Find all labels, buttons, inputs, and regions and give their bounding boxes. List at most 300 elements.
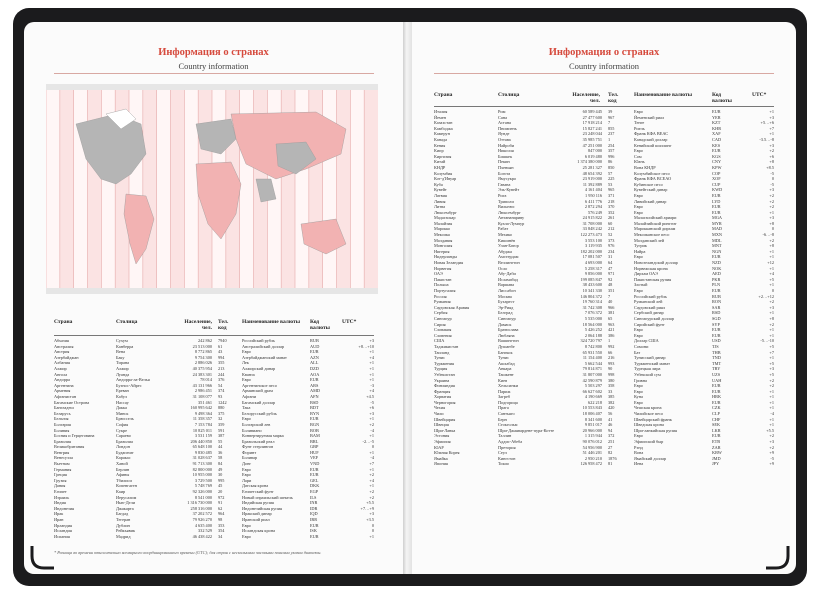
cell-currency-code: IQD bbox=[310, 511, 318, 517]
cell-currency-code: SYP bbox=[712, 321, 720, 327]
cell-capital: Брюссель bbox=[116, 416, 134, 422]
cell-country: Бангладеш bbox=[54, 405, 74, 411]
cell-utc: +1 bbox=[769, 310, 774, 316]
cell-phone-code: 234 bbox=[608, 248, 615, 254]
cell-currency: Франк КФА ВЕАС bbox=[634, 131, 669, 137]
cell-currency: Иена bbox=[634, 461, 644, 467]
cell-country: Чили bbox=[434, 411, 444, 417]
cell-country: Афганистан bbox=[54, 393, 77, 399]
cell-population: 5 258 317 bbox=[584, 265, 602, 271]
right-page bbox=[412, 22, 796, 574]
cell-utc: +1 bbox=[769, 332, 774, 338]
cell-phone-code: 55 bbox=[218, 438, 223, 444]
cell-phone-code: 34 bbox=[218, 533, 223, 539]
cell-currency-code: NZD bbox=[712, 260, 721, 266]
cell-phone-code: 370 bbox=[608, 204, 615, 210]
cell-population: 17 081 507 bbox=[582, 254, 602, 260]
cell-country: Чехия bbox=[434, 405, 446, 411]
cell-utc: -5 bbox=[770, 181, 774, 187]
cell-utc: +4 bbox=[369, 388, 374, 394]
cell-capital: Ашхабад bbox=[498, 360, 515, 366]
cell-capital: Нью-Дели bbox=[116, 500, 136, 506]
cell-phone-code: 93 bbox=[218, 393, 223, 399]
cell-country: Португалия bbox=[434, 288, 456, 293]
cell-country: Кот-д'Ивуар bbox=[434, 176, 457, 182]
cell-utc: +5 bbox=[769, 276, 774, 282]
cell-currency: Туркменский манат bbox=[634, 360, 670, 366]
cell-capital: Братислава bbox=[498, 327, 519, 333]
cell-utc: +2 bbox=[369, 421, 374, 427]
cell-population: 65 648 100 bbox=[192, 444, 212, 450]
cell-utc: 0 bbox=[771, 288, 774, 293]
cell-capital: Астана bbox=[498, 120, 511, 126]
cell-utc: +1 bbox=[369, 377, 374, 383]
cell-utc: +3 bbox=[369, 338, 374, 343]
cell-utc: +8 bbox=[769, 159, 774, 165]
cell-country: Узбекистан bbox=[434, 371, 455, 377]
cell-currency: Юань bbox=[634, 159, 645, 165]
cell-capital: Пекин bbox=[498, 159, 510, 165]
cell-capital: Алжир bbox=[116, 365, 129, 371]
cell-currency: Евро bbox=[242, 533, 251, 539]
cell-country: Сингапур bbox=[434, 315, 452, 321]
cell-utc: +2 bbox=[369, 489, 374, 495]
cell-phone-code: 376 bbox=[218, 377, 225, 383]
cell-country: Китай bbox=[434, 159, 446, 165]
cell-country: США bbox=[434, 338, 445, 344]
cell-phone-code: 373 bbox=[608, 237, 615, 243]
cell-currency-code: VND bbox=[310, 461, 320, 467]
cell-utc: +1 bbox=[769, 209, 774, 215]
cell-currency-code: DKK bbox=[310, 483, 320, 489]
cell-country: Норвегия bbox=[434, 265, 452, 271]
cell-phone-code: 52 bbox=[608, 232, 613, 238]
cell-population: 258 316 000 bbox=[190, 505, 212, 511]
cell-utc: +2 bbox=[369, 472, 374, 478]
cell-capital: Вашингтон bbox=[498, 338, 519, 344]
cell-population: 19 760 314 bbox=[582, 299, 602, 305]
cell-currency: Египетский фунт bbox=[242, 489, 274, 495]
cell-currency-code: TRY bbox=[712, 366, 721, 372]
cell-capital: Буэнос-Айрес bbox=[116, 382, 142, 388]
cell-currency: Иранский риал bbox=[242, 517, 270, 522]
cell-phone-code: 998 bbox=[608, 371, 615, 377]
cell-country: ОАЭ bbox=[434, 271, 443, 277]
cell-currency-code: EUR bbox=[310, 377, 319, 383]
cell-phone-code: 385 bbox=[608, 394, 615, 400]
cell-population: 5 503 297 bbox=[584, 383, 602, 389]
cell-utc: +3 bbox=[369, 511, 374, 517]
cell-phone-code: 32 bbox=[218, 416, 223, 422]
cell-utc: 0 bbox=[371, 522, 374, 528]
cell-utc: +2 bbox=[769, 299, 774, 305]
cell-currency: Боливар bbox=[242, 455, 258, 461]
cell-utc: +5 bbox=[769, 371, 774, 377]
cell-currency-code: ARS bbox=[310, 382, 319, 388]
cell-country: Босния и Герцеговина bbox=[54, 433, 95, 439]
cell-phone-code: 31 bbox=[608, 254, 613, 260]
cell-population: 8 772 865 bbox=[194, 349, 212, 355]
cell-capital: Рим bbox=[498, 109, 506, 114]
cell-capital: Сингапур bbox=[498, 315, 516, 321]
cell-currency: Ямайский доллар bbox=[634, 455, 667, 461]
cell-country: Ливия bbox=[434, 198, 446, 204]
cell-country: Алжир bbox=[54, 365, 67, 371]
cell-population: 122 273 473 bbox=[580, 232, 602, 238]
cell-utc: +2 bbox=[769, 198, 774, 204]
col-header-currency: Наименование валюты bbox=[634, 92, 693, 98]
cell-country: Украина bbox=[434, 377, 450, 383]
cell-utc: +1 bbox=[769, 399, 774, 405]
cell-country: Люксембург bbox=[434, 209, 457, 215]
cell-currency: Индонезийская рупия bbox=[242, 505, 282, 511]
cell-utc: +7…+9 bbox=[360, 505, 374, 511]
cell-country: Таджикистан bbox=[434, 343, 459, 349]
cell-capital: Исламабад bbox=[498, 276, 518, 282]
cell-currency-code: BRL bbox=[310, 438, 319, 444]
cell-currency-code: KES bbox=[712, 142, 721, 148]
cell-population: 8 541 000 bbox=[194, 494, 212, 500]
cell-country: Австралия bbox=[54, 343, 74, 349]
cell-phone-code: 964 bbox=[218, 511, 225, 517]
cell-population: 8 742 800 bbox=[584, 343, 602, 349]
table-row bbox=[434, 461, 774, 467]
cell-capital: Афины bbox=[116, 472, 130, 478]
cell-currency-code: ZAR bbox=[712, 444, 721, 450]
cell-capital: Оттава bbox=[498, 136, 511, 142]
cell-country: Камерун bbox=[434, 131, 450, 137]
cell-phone-code: 82 bbox=[608, 450, 613, 456]
cell-currency-code: EUR bbox=[712, 383, 721, 389]
cell-country: Мадагаскар bbox=[434, 215, 456, 221]
cell-utc: +1 bbox=[369, 416, 374, 422]
cell-phone-code: 992 bbox=[608, 343, 615, 349]
cell-population: 11 358 357 bbox=[192, 416, 212, 422]
cell-phone-code: 53 bbox=[608, 181, 613, 187]
cell-phone-code: 1 bbox=[608, 136, 611, 142]
cell-country: Румыния bbox=[434, 299, 451, 305]
cell-phone-code: 237 bbox=[608, 131, 615, 137]
cell-utc: +1 bbox=[769, 405, 774, 411]
cell-population: 1 316 730 000 bbox=[187, 500, 212, 506]
cell-currency-code: ETB bbox=[712, 439, 721, 445]
cell-currency-code: EUR bbox=[712, 327, 721, 333]
cell-capital: Берлин bbox=[116, 466, 130, 472]
cell-country: Аргентина bbox=[54, 382, 74, 388]
cell-country: Япония bbox=[434, 461, 448, 467]
cell-capital: Дублин bbox=[116, 522, 130, 528]
cell-currency-code: UAH bbox=[712, 377, 722, 383]
cell-currency: Сирийский фунт bbox=[634, 321, 665, 327]
cell-phone-code: 44 bbox=[218, 444, 223, 450]
cell-currency-code: RSD bbox=[712, 310, 721, 316]
cell-capital: Пномпень bbox=[498, 125, 517, 131]
cell-capital: Киев bbox=[498, 377, 508, 383]
cell-country: Багамские Острова bbox=[54, 399, 90, 405]
cell-currency: Евро bbox=[634, 209, 643, 215]
cell-utc: +3 bbox=[769, 215, 774, 221]
cell-population: 9 851 017 bbox=[584, 422, 602, 428]
cell-phone-code: 43 bbox=[218, 349, 223, 355]
cell-currency-code: GBP bbox=[310, 444, 319, 450]
cell-currency: Шведская крона bbox=[634, 422, 664, 428]
cell-utc: +4 bbox=[369, 477, 374, 483]
cell-phone-code: 354 bbox=[218, 528, 225, 534]
cell-utc: +2 bbox=[769, 148, 774, 154]
cell-utc: 0 bbox=[771, 176, 774, 182]
cell-utc: +7 bbox=[369, 461, 374, 467]
cell-phone-code: 855 bbox=[608, 125, 615, 131]
header-rule bbox=[54, 335, 374, 336]
cell-population: 60 589 445 bbox=[582, 109, 602, 114]
header-rule bbox=[434, 106, 774, 107]
cell-currency-code: PLN bbox=[712, 282, 721, 288]
cell-capital: Сантьяго bbox=[498, 411, 515, 417]
cell-population: 37 202 572 bbox=[192, 511, 212, 517]
cell-currency-code: MAD bbox=[712, 226, 723, 232]
cell-country: Боливия bbox=[54, 427, 70, 433]
col-header-capital: Столица bbox=[116, 319, 138, 325]
cell-country: Венгрия bbox=[54, 449, 70, 455]
cell-currency: Афгани bbox=[242, 393, 256, 399]
col-header-country: Страна bbox=[54, 319, 73, 325]
cell-country: Таиланд bbox=[434, 349, 450, 355]
cell-capital: Гавана bbox=[498, 181, 511, 187]
cell-currency-code: AMD bbox=[310, 388, 321, 394]
cell-capital: Абу-Даби bbox=[498, 271, 516, 277]
cell-country: Венесуэла bbox=[54, 455, 73, 461]
cell-capital: Иерусалим bbox=[116, 494, 137, 500]
cell-currency: Багамский доллар bbox=[242, 399, 276, 405]
cell-currency: Тугрик bbox=[634, 243, 647, 249]
cell-currency: Евро bbox=[634, 433, 643, 439]
cell-phone-code: 357 bbox=[608, 148, 615, 154]
cell-population: 242 862 bbox=[198, 338, 212, 343]
cell-country: Сирия bbox=[434, 321, 446, 327]
cell-currency-code: EUR bbox=[712, 209, 721, 215]
cell-population: 79 814 871 bbox=[582, 366, 602, 372]
title-rule bbox=[54, 73, 374, 74]
cell-population: 10 341 330 bbox=[582, 288, 602, 293]
cell-phone-code: 380 bbox=[608, 377, 615, 383]
cell-capital: Антананариву bbox=[498, 215, 525, 221]
cell-phone-code: 372 bbox=[608, 433, 615, 439]
cell-country: Абхазия bbox=[54, 338, 69, 343]
cell-phone-code: 54 bbox=[218, 382, 223, 388]
cell-capital: Никосия bbox=[498, 148, 514, 154]
cell-capital: Ереван bbox=[116, 388, 129, 394]
cell-utc: +6 bbox=[369, 405, 374, 411]
cell-currency-code: COP bbox=[712, 170, 721, 176]
cell-population: 1 315 944 bbox=[584, 433, 602, 439]
cell-currency: Кванза bbox=[242, 371, 255, 377]
cell-utc: +1 bbox=[369, 349, 374, 355]
cell-capital: Мадрид bbox=[116, 533, 131, 539]
cell-population: 182 202 000 bbox=[580, 248, 602, 254]
cell-population: 23 919 000 bbox=[582, 176, 602, 182]
cell-currency: Российский рубль bbox=[242, 338, 275, 343]
cell-population: 27 477 600 bbox=[582, 114, 602, 120]
cell-capital: Рейкьявик bbox=[116, 528, 135, 534]
cell-population: 24 383 301 bbox=[192, 371, 212, 377]
cell-capital: Копенгаген bbox=[116, 483, 137, 489]
cell-currency-code: SEK bbox=[712, 422, 721, 428]
cell-utc: +5 bbox=[769, 360, 774, 366]
cell-country: Новая Зеландия bbox=[434, 260, 464, 266]
cell-population: 5 662 544 bbox=[584, 360, 602, 366]
cell-country: Азербайджан bbox=[54, 354, 79, 360]
cell-population: 18 006 407 bbox=[582, 411, 602, 417]
cell-phone-code: 993 bbox=[608, 360, 615, 366]
cell-currency: Шри-ланкийская рупия bbox=[634, 427, 677, 433]
cell-phone-code: 244 bbox=[218, 371, 225, 377]
cell-country: Великобритания bbox=[54, 444, 85, 450]
cell-country: Италия bbox=[434, 109, 448, 114]
cell-utc: +2 bbox=[769, 383, 774, 389]
cell-country: Индия bbox=[54, 500, 66, 506]
cell-country: Нигерия bbox=[434, 248, 450, 254]
cell-currency: Чешская крона bbox=[634, 405, 662, 411]
cell-phone-code: 66 bbox=[608, 349, 613, 355]
cell-utc: +3 bbox=[769, 114, 774, 120]
cell-capital: Амстердам bbox=[498, 254, 519, 260]
cell-currency: Канадский доллар bbox=[634, 136, 668, 142]
corner-ornament-icon bbox=[30, 544, 56, 570]
cell-capital: Каракас bbox=[116, 455, 131, 461]
cell-utc: +1 bbox=[769, 327, 774, 333]
cell-country: Латвия bbox=[434, 192, 447, 198]
cell-currency-code: ILS bbox=[310, 494, 317, 500]
cell-currency: Ливийский динар bbox=[634, 198, 667, 204]
cell-phone-code: 261 bbox=[608, 215, 615, 221]
cell-utc: +2…+12 bbox=[758, 293, 774, 299]
cell-currency-code: EUR bbox=[712, 332, 721, 338]
cell-currency-code: USD bbox=[712, 338, 721, 344]
col-header-phone-code: Тел. код bbox=[608, 92, 619, 104]
cell-country: ЮАР bbox=[434, 444, 444, 450]
cell-population: 38 433 600 bbox=[582, 282, 602, 288]
cell-population: 146 804 372 bbox=[580, 293, 602, 299]
cell-capital: Вильнюс bbox=[498, 204, 515, 210]
cell-country: Греция bbox=[54, 472, 67, 478]
cell-population: 2 872 294 bbox=[584, 204, 602, 210]
cell-utc: +1 bbox=[769, 388, 774, 394]
cell-currency-code: KWD bbox=[712, 187, 723, 193]
cell-currency-code: JMD bbox=[712, 455, 721, 461]
cell-population: 622 218 bbox=[588, 399, 602, 405]
cell-population: 6 019 480 bbox=[584, 153, 602, 159]
cell-population: 65 931 550 bbox=[582, 349, 602, 355]
cell-currency-code: KZT bbox=[712, 120, 721, 126]
cell-currency-code: KRW bbox=[712, 450, 722, 456]
cell-currency-code: LYD bbox=[712, 198, 721, 204]
cell-country: Канада bbox=[434, 136, 448, 142]
cell-population: 4 161 404 bbox=[584, 187, 602, 193]
cell-currency: Евро bbox=[634, 332, 643, 338]
cell-utc: -5…-10 bbox=[760, 338, 774, 344]
cell-population: 5 535 000 bbox=[584, 315, 602, 321]
cell-population: 2 886 026 bbox=[194, 360, 212, 366]
cell-currency: Иракский динар bbox=[242, 511, 272, 517]
cell-currency: Узбекский сум bbox=[634, 371, 661, 377]
cell-utc: +1 bbox=[369, 449, 374, 455]
cell-population: 82 800 000 bbox=[192, 466, 212, 472]
cell-population: 47 251 000 bbox=[582, 142, 602, 148]
cell-currency-code: CLP bbox=[712, 411, 720, 417]
cell-country: Куба bbox=[434, 181, 443, 187]
cell-country: Индонезия bbox=[54, 505, 74, 511]
cell-capital: Будапешт bbox=[116, 449, 134, 455]
cell-population: 9 856 000 bbox=[584, 271, 602, 277]
cell-currency-code: YER bbox=[712, 114, 721, 120]
cell-utc: -4 bbox=[370, 455, 374, 461]
cell-utc: +1 bbox=[769, 422, 774, 428]
cell-country: Бельгия bbox=[54, 416, 69, 422]
cell-country: Австрия bbox=[54, 349, 70, 355]
cell-phone-code: 47 bbox=[608, 265, 613, 271]
cell-phone-code: 1876 bbox=[608, 455, 617, 461]
cell-currency: Гривна bbox=[634, 377, 647, 383]
cell-capital: Андорра-ла-Велья bbox=[116, 377, 150, 383]
cell-currency: Евро bbox=[634, 148, 643, 154]
cell-capital: Ханой bbox=[116, 461, 128, 467]
cell-currency-code: EUR bbox=[310, 522, 319, 528]
cell-capital: Канберра bbox=[116, 343, 134, 349]
cell-population: 9 830 485 bbox=[194, 449, 212, 455]
cell-phone-code: 62 bbox=[218, 505, 223, 511]
cell-currency-code: EUR bbox=[712, 388, 721, 394]
cell-currency: Лари bbox=[242, 477, 252, 483]
cell-currency: Чилийское песо bbox=[634, 411, 664, 417]
cell-population: 199 085 847 bbox=[580, 276, 602, 282]
page-title: Информация о странах bbox=[158, 47, 269, 58]
cell-country: Нидерланды bbox=[434, 254, 458, 260]
country-table-right bbox=[434, 109, 774, 467]
cell-country: Франция bbox=[434, 388, 451, 394]
col-header-currency-code: Код валюты bbox=[712, 92, 732, 104]
cell-currency: Молдавский лей bbox=[634, 237, 665, 243]
cell-currency: Кубинское песо bbox=[634, 181, 663, 187]
cell-capital: Тирана bbox=[116, 360, 130, 366]
page-title: Информация о странах bbox=[548, 47, 660, 58]
cell-phone-code: 421 bbox=[608, 327, 615, 333]
cell-population: 4 190 669 bbox=[584, 394, 602, 400]
cell-country: Черногория bbox=[434, 399, 456, 405]
cell-currency-code: NGN bbox=[712, 248, 722, 254]
cell-utc: +3.5 bbox=[366, 517, 374, 522]
cell-phone-code: 591 bbox=[218, 427, 225, 433]
cell-phone-code: 30 bbox=[218, 472, 223, 478]
cell-phone-code: 218 bbox=[608, 198, 615, 204]
cell-population: 51 446 201 bbox=[582, 450, 602, 456]
cell-phone-code: 382 bbox=[608, 399, 615, 405]
cell-population: 23 248 044 bbox=[582, 131, 602, 137]
cell-utc: +1 bbox=[769, 109, 774, 114]
cell-currency-code: EGP bbox=[310, 489, 319, 495]
cell-currency-code: TJS bbox=[712, 343, 719, 349]
cell-population: 126 958 472 bbox=[580, 461, 602, 467]
cell-capital: Тунис bbox=[498, 355, 510, 361]
cell-country: Монголия bbox=[434, 243, 453, 249]
cell-country: КНДР bbox=[434, 164, 446, 170]
cell-currency: Турецкая лира bbox=[634, 366, 661, 372]
col-header-utc: UTC* bbox=[752, 92, 767, 98]
col-header-currency: Наименование валюты bbox=[242, 319, 301, 325]
cell-capital: Каир bbox=[116, 489, 126, 495]
cell-phone-code: 94 bbox=[608, 427, 613, 433]
cell-currency-code: HUF bbox=[310, 449, 319, 455]
cell-phone-code: 212 bbox=[608, 226, 615, 232]
